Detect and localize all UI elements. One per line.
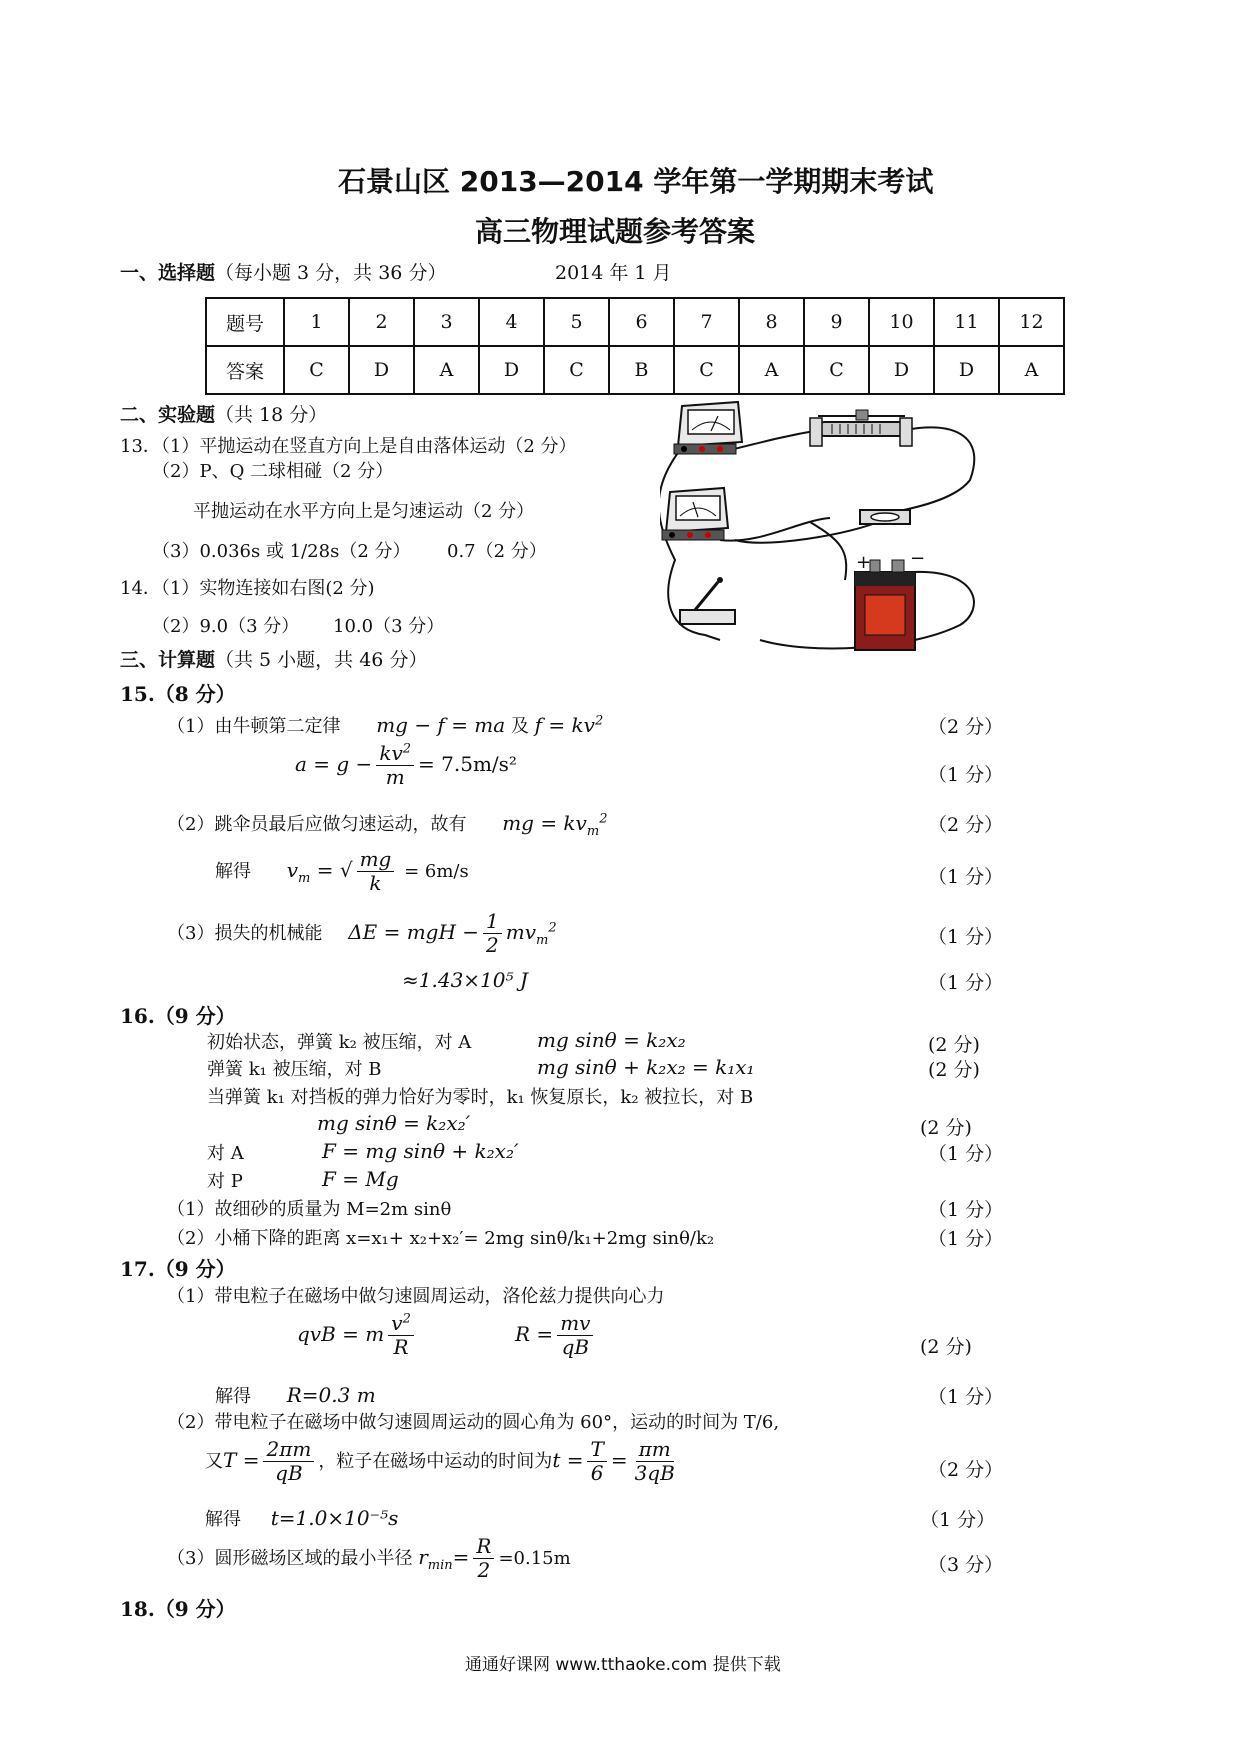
q17-l5-mid: ，粒子在磁场中运动的时间为 — [318, 1451, 553, 1472]
question-number: 3 — [414, 298, 479, 346]
exam-date: 2014 年 1 月 — [555, 262, 672, 284]
question-number: 4 — [479, 298, 544, 346]
q15-dE-eq: ΔE = mgH − $\frac{1}{2}$ $mv_m^2$ — [348, 909, 557, 957]
question-number: 2 — [349, 298, 414, 346]
q15-line2b — [215, 848, 469, 895]
q16-l1-points: (2 分) — [928, 1034, 980, 1056]
question-number: 8 — [739, 298, 804, 346]
q15-p2b-points: （1 分） — [928, 866, 1004, 888]
question-number: 5 — [544, 298, 609, 346]
q13-part1: 13．（1）平抛运动在竖直方向上是自由落体运动（2 分） — [120, 436, 577, 457]
q16-l1: 初始状态，弹簧 k₂ 被压缩，对 A — [207, 1032, 472, 1053]
question-number: 9 — [804, 298, 869, 346]
section1-note: （每小题 3 分，共 36 分） — [215, 262, 447, 284]
q17-radius-eq: R = $\frac{mv}{qB}$ — [515, 1312, 597, 1359]
answer-cell: D — [479, 346, 544, 394]
knife-switch — [680, 577, 735, 624]
q15-p1-eq: mg − f = ma — [376, 713, 506, 737]
q15-p3-text: （3）损失的机械能 — [167, 923, 323, 944]
q15-p1-points: （2 分） — [928, 716, 1004, 738]
q17-l4: （2）带电粒子在磁场中做匀速圆周运动的圆心角为 60°，运动的时间为 T/6, — [167, 1412, 780, 1433]
q16-l6-eq: F = Mg — [322, 1167, 399, 1191]
answer-table-number-row — [206, 298, 1064, 346]
rheostat — [810, 410, 912, 446]
section2-heading — [120, 400, 327, 427]
q15-p1-text: （1）由牛顿第二定律 — [167, 716, 341, 737]
page-footer: 通通好课网 www.tthaoke.com 提供下载 — [465, 1655, 781, 1675]
voltmeter — [662, 488, 728, 540]
q17-l5 — [205, 1438, 682, 1485]
question-number: 7 — [674, 298, 739, 346]
q17-l6-points: （1 分） — [920, 1509, 996, 1531]
circuit-diagram — [660, 400, 990, 660]
q15-p2-points: （2 分） — [928, 814, 1004, 836]
battery — [855, 548, 925, 650]
q14-part2: （2）9.0（3 分） — [152, 616, 300, 637]
battery-plus-label: + — [856, 552, 872, 573]
answer-cell: D — [349, 346, 414, 394]
q17-l3-points: （1 分） — [928, 1386, 1004, 1408]
q17-lorentz-eq: qvB = m $\frac{v^2}{R}$ — [297, 1312, 418, 1359]
q17-l6 — [205, 1505, 398, 1531]
q16-l4-eq: mg sinθ = k₂x₂′ — [317, 1111, 471, 1135]
section3-note: （共 5 小题，共 46 分） — [215, 649, 428, 671]
q15-p3b-result: ≈1.43×10⁵ J — [402, 968, 528, 992]
q17-l6-result: t=1.0×10⁻⁵s — [270, 1506, 399, 1530]
question-number: 10 — [869, 298, 934, 346]
q15-p1b-result: = 7.5m/s² — [418, 752, 517, 776]
q15-accel-eq: a = g − $\frac{kv^2}{m}$ = 7.5m/s² — [295, 741, 517, 789]
question-number: 1 — [284, 298, 349, 346]
q16-l5-points: （1 分） — [928, 1143, 1004, 1165]
q15-p1-eq2: $f = kv^2$ — [534, 713, 604, 737]
q17-time-eq: t = $\frac{T}{6}$ = $\frac{\pi m}{3qB}$ — [552, 1437, 675, 1485]
q17-l2-points: (2 分) — [920, 1336, 972, 1358]
q16-l6: 对 P — [207, 1171, 243, 1192]
q16-l1-eq: mg sinθ = k₂x₂ — [537, 1028, 686, 1052]
q17-l3 — [215, 1382, 376, 1408]
q15-p1b-points: （1 分） — [928, 764, 1004, 786]
ammeter — [674, 402, 742, 454]
q16-l3: 当弹簧 k₁ 对挡板的弹力恰好为零时，k₁ 恢复原长，k₂ 被拉长，对 B — [207, 1087, 754, 1108]
q15-line2 — [167, 810, 607, 839]
section1-heading — [120, 258, 446, 285]
answer-cell: B — [609, 346, 674, 394]
answer-cell: A — [739, 346, 804, 394]
question-number: 11 — [934, 298, 999, 346]
q13-part2b: 平抛运动在水平方向上是匀速运动（2 分） — [193, 501, 535, 522]
q16-l5-eq: F = mg sinθ + k₂x₂′ — [322, 1139, 519, 1163]
battery-minus-label: − — [910, 548, 926, 569]
row-label-answer: 答案 — [206, 346, 284, 394]
q16-l2: 弹簧 k₁ 被压缩，对 B — [207, 1059, 382, 1080]
q13-part3b: 0.7（2 分） — [447, 541, 547, 562]
q17-l6-text: 解得 — [205, 1509, 241, 1530]
q16-l7: （1）故细砂的质量为 M=2m sinθ — [167, 1199, 452, 1220]
page-title: 石景山区 2013—2014 学年第一学期期末考试 — [338, 165, 934, 198]
q16-l5: 对 A — [207, 1143, 244, 1164]
q17-l1: （1）带电粒子在磁场中做匀速圆周运动，洛伦兹力提供向心力 — [167, 1286, 665, 1307]
q15-p3b-points: （1 分） — [928, 972, 1004, 994]
answer-cell: A — [414, 346, 479, 394]
q15-p1-conj: 及 — [510, 716, 529, 737]
q15-heading: 15.（8 分） — [120, 682, 236, 706]
q15-p3-points: （1 分） — [928, 926, 1004, 948]
q17-l5-pre: 又 — [205, 1451, 223, 1472]
q17-rmin-eq: $r_{min}=$ $\frac{R}{2}$ — [418, 1545, 498, 1569]
q16-l7-points: （1 分） — [928, 1199, 1004, 1221]
section1-title: 一、选择题 — [120, 262, 216, 284]
q13-part2: （2）P、Q 二球相碰（2 分） — [152, 461, 394, 482]
section3-heading — [120, 645, 427, 672]
switch — [860, 510, 910, 524]
q17-l7 — [167, 1535, 571, 1582]
wire — [810, 522, 846, 580]
q15-line1 — [167, 712, 603, 738]
answer-cell: C — [544, 346, 609, 394]
q17-l3-result: R=0.3 m — [286, 1383, 376, 1407]
q16-l4-points: (2 分) — [920, 1117, 972, 1139]
q17-l7-points: （3 分） — [928, 1554, 1004, 1576]
q16-l2-points: (2 分) — [928, 1059, 980, 1081]
q17-l7-text: （3）圆形磁场区域的最小半径 — [167, 1548, 413, 1569]
q15-p2-text: （2）跳伞员最后应做匀速运动，故有 — [167, 814, 467, 835]
row-label-number: 题号 — [206, 298, 284, 346]
q15-p2b-result: = 6m/s — [404, 861, 469, 882]
q13-part3: （3）0.036s 或 1/28s（2 分） — [152, 541, 411, 562]
q15-line3 — [167, 910, 557, 957]
q16-heading: 16.（9 分） — [120, 1004, 236, 1028]
page-subtitle: 高三物理试题参考答案 — [475, 215, 756, 248]
answer-cell: C — [284, 346, 349, 394]
answer-cell: D — [869, 346, 934, 394]
q15-p2-eq: mg = $kv_m^2$ — [502, 811, 608, 839]
q16-l8: （2）小桶下降的距离 x=x₁+ x₂+x₂′= 2mg sinθ/k₁+2mg sinθ/k₂ — [167, 1228, 715, 1249]
answer-table-answer-row — [206, 346, 1064, 394]
q17-l7-result: =0.15m — [498, 1548, 571, 1569]
q16-l2-eq: mg sinθ + k₂x₂ = k₁x₁ — [537, 1055, 755, 1079]
section2-title: 二、实验题 — [120, 404, 216, 426]
q17-period-eq: T = $\frac{2\pi m}{qB}$ — [223, 1448, 318, 1472]
q15-p2b-text: 解得 — [215, 861, 251, 882]
question-number: 6 — [609, 298, 674, 346]
q17-l3-text: 解得 — [215, 1386, 251, 1407]
answer-cell: D — [934, 346, 999, 394]
q14-part1: 14．（1）实物连接如右图(2 分) — [120, 578, 375, 599]
answer-cell: A — [999, 346, 1064, 394]
section3-title: 三、计算题 — [120, 649, 216, 671]
answer-table — [205, 297, 1065, 395]
q14-part2b: 10.0（3 分） — [333, 616, 445, 637]
q16-l8-points: （1 分） — [928, 1228, 1004, 1250]
q17-heading: 17.（9 分） — [120, 1257, 236, 1281]
wire — [730, 430, 820, 450]
q17-l5-points: （2 分） — [928, 1459, 1004, 1481]
q18-heading: 18.（9 分） — [120, 1597, 236, 1621]
answer-cell: C — [674, 346, 739, 394]
question-number: 12 — [999, 298, 1064, 346]
section2-note: （共 18 分） — [215, 404, 328, 426]
wire — [875, 427, 974, 515]
answer-cell: C — [804, 346, 869, 394]
q15-vm-eq: $v_m$ = √ $\frac{mg}{k}$ — [287, 858, 399, 882]
